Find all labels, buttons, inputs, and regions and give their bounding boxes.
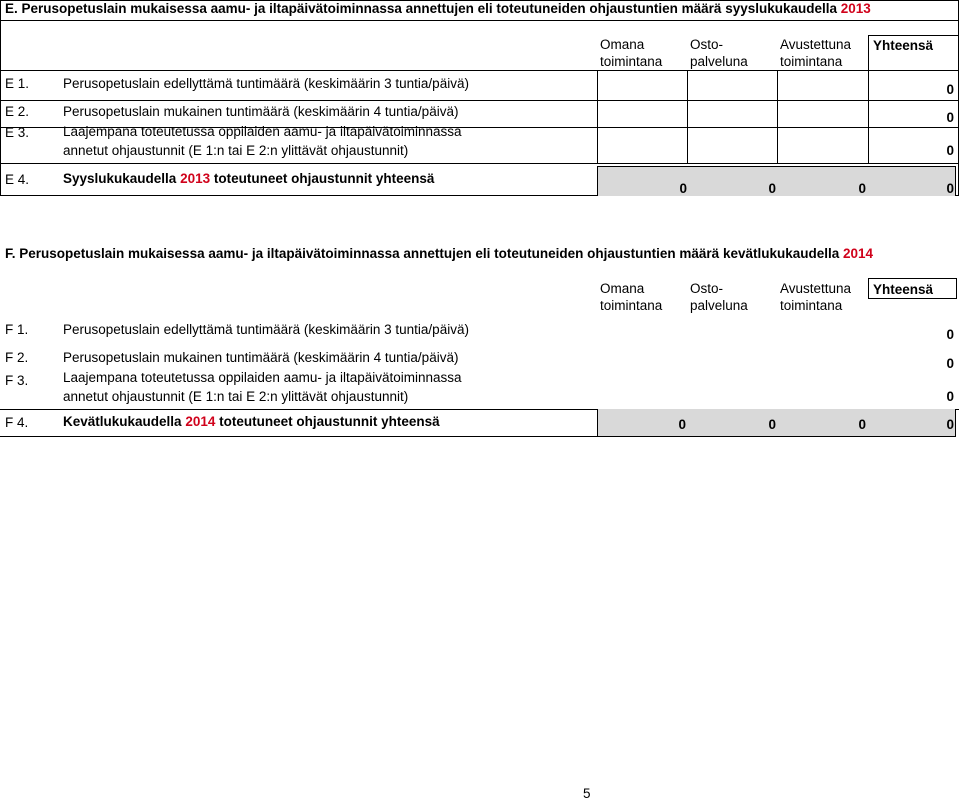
table-row-code: E 3. [5,125,30,140]
sum-row-label: Kevätlukukaudella 2014 toteutuneet ohjaustunnit yhteensä [63,414,440,429]
col-total-header: Yhteensä [873,38,934,53]
row-total-value: 0 [946,82,954,97]
row-total-value: 0 [946,110,954,125]
section-e-title: E. Perusopetuslain mukaisessa aamu- ja iltapäivätoiminnassa annettujen eli toteutuneiden ohjaustuntien määrä syyslukukaudella 2013 [5,1,871,16]
sum-value-omana: 0 [678,417,686,432]
sum-value-osto: 0 [768,417,776,432]
row-total-value: 0 [946,143,954,158]
table-row: E 1. Perusopetuslain edellyttämä tuntimäärä (keskimäärin 3 tuntia/päivä) [5,76,469,91]
page-number: 5 [583,786,591,801]
col-total-header: Yhteensä [873,282,934,297]
sum-value-avust: 0 [858,417,866,432]
sum-value-omana: 0 [679,181,687,196]
sum-value-total: 0 [946,181,954,196]
col-omana-header: Omana toimintana [600,281,663,313]
table-row: F 2. Perusopetuslain mukainen tuntimäärä (keskimäärin 4 tuntia/päivä) [5,350,459,365]
sum-row-code: F 4. [5,415,29,430]
col-avust-header: Avustettuna toimintana [780,281,852,313]
col-avust-header: Avustettuna toimintana [780,37,852,69]
col-omana-header: Omana toimintana [600,37,663,69]
col-osto-header: Osto- palveluna [690,281,748,313]
table-row: E 2. Perusopetuslain mukainen tuntimäärä (keskimäärin 4 tuntia/päivä) [5,104,459,119]
sum-row-code: E 4. [5,172,30,187]
table-row: Laajempana toteutetussa oppilaiden aamu- ja iltapäivätoiminnassa annetut ohjaustunnit (E 1:n tai E 2:n ylittävät ohjaustunnit) [63,124,462,158]
section-f-title: F. Perusopetuslain mukaisessa aamu- ja iltapäivätoiminnassa annettujen eli toteutuneiden ohjaustuntien määrä kevätlukukaudella 2014 [5,246,874,261]
table-row-code: F 3. [5,373,29,388]
col-osto-header: Osto- palveluna [690,37,748,69]
row-total-value: 0 [946,356,954,371]
row-total-value: 0 [946,389,954,404]
row-total-value: 0 [946,327,954,342]
sum-value-osto: 0 [768,181,776,196]
sum-row-label: Syyslukukaudella 2013 toteutuneet ohjaustunnit yhteensä [63,171,435,186]
table-row: Laajempana toteutetussa oppilaiden aamu- ja iltapäivätoiminnassa annetut ohjaustunnit (E 1:n tai E 2:n ylittävät ohjaustunnit) [63,370,462,404]
sum-value-total: 0 [946,417,954,432]
sum-value-avust: 0 [858,181,866,196]
table-row: F 1. Perusopetuslain edellyttämä tuntimäärä (keskimäärin 3 tuntia/päivä) [5,322,469,337]
